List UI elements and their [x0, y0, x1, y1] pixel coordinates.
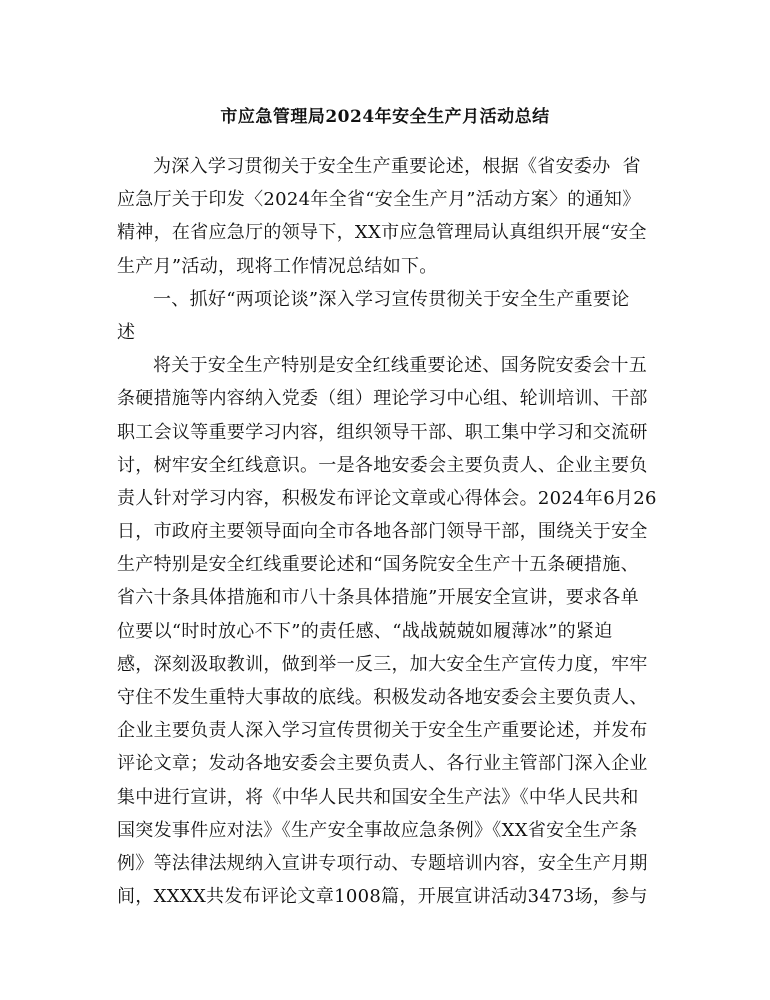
text-line: 间，XXXX共发布评论文章1008篇，开展宣讲活动3473场，参与	[117, 886, 648, 908]
text-line: 应急厅关于印发〈2024年全省“安全生产月”活动方案〉的通知》	[117, 189, 641, 211]
text-line: 例》等法律法规纳入宣讲专项行动、专题培训内容，安全生产月期	[117, 852, 648, 874]
text-line: 精神，在省应急厅的领导下，XX市应急管理局认真组织开展“安全	[117, 222, 647, 244]
text-line: 国突发事件应对法》《生产安全事故应急条例》《XX省安全生产条	[117, 819, 638, 841]
text-line: 生产特别是安全红线重要论述和“国务院安全生产十五条硬措施、	[117, 554, 639, 576]
text-line: 职工会议等重要学习内容，组织领导干部、职工集中学习和交流研	[117, 421, 648, 443]
text-line: 日，市政府主要领导面向全市各地各部门领导干部，围绕关于安全	[117, 521, 648, 543]
text-line: 为深入学习贯彻关于安全生产重要论述，根据《省安委办 省	[153, 156, 641, 177]
text-line: 企业主要负责人深入学习宣传贯彻关于安全生产重要论述，并发布	[117, 720, 648, 742]
text-line: 守住不发生重特大事故的底线。积极发动各地安委会主要负责人、	[117, 687, 648, 708]
document-body	[117, 150, 662, 913]
text-line: 述	[117, 321, 136, 343]
text-line: 责人针对学习内容，积极发布评论文章或心得体会。2024年6月26	[117, 487, 657, 509]
text-line: 讨，树牢安全红线意识。一是各地安委会主要负责人、企业主要负	[117, 454, 648, 476]
text-line: 将关于安全生产特别是安全红线重要论述、国务院安委会十五	[153, 355, 648, 377]
text-line: 生产月”活动，现将工作情况总结如下。	[117, 255, 438, 277]
text-line: 省六十条具体措施和市八十条具体措施”开展安全宣讲，要求各单	[117, 587, 639, 609]
document-title: 市应急管理局2024年安全生产月活动总结	[220, 107, 550, 127]
text-line: 一、抓好“两项论谈”深入学习宣传贯彻关于安全生产重要论	[153, 288, 630, 310]
text-line: 位要以“时时放心不下”的责任感、“战战兢兢如履薄冰”的紧迫	[117, 620, 613, 642]
text-line: 集中进行宣讲，将《中华人民共和国安全生产法》《中华人民共和	[117, 786, 639, 808]
text-line: 评论文章；发动各地安委会主要负责人、各行业主管部门深入企业	[117, 753, 648, 775]
text-line: 感，深刻汲取教训，做到举一反三，加大安全生产宣传力度，牢牢	[117, 653, 648, 675]
text-line: 条硬措施等内容纳入党委（组）理论学习中心组、轮训培训、干部	[117, 388, 648, 410]
